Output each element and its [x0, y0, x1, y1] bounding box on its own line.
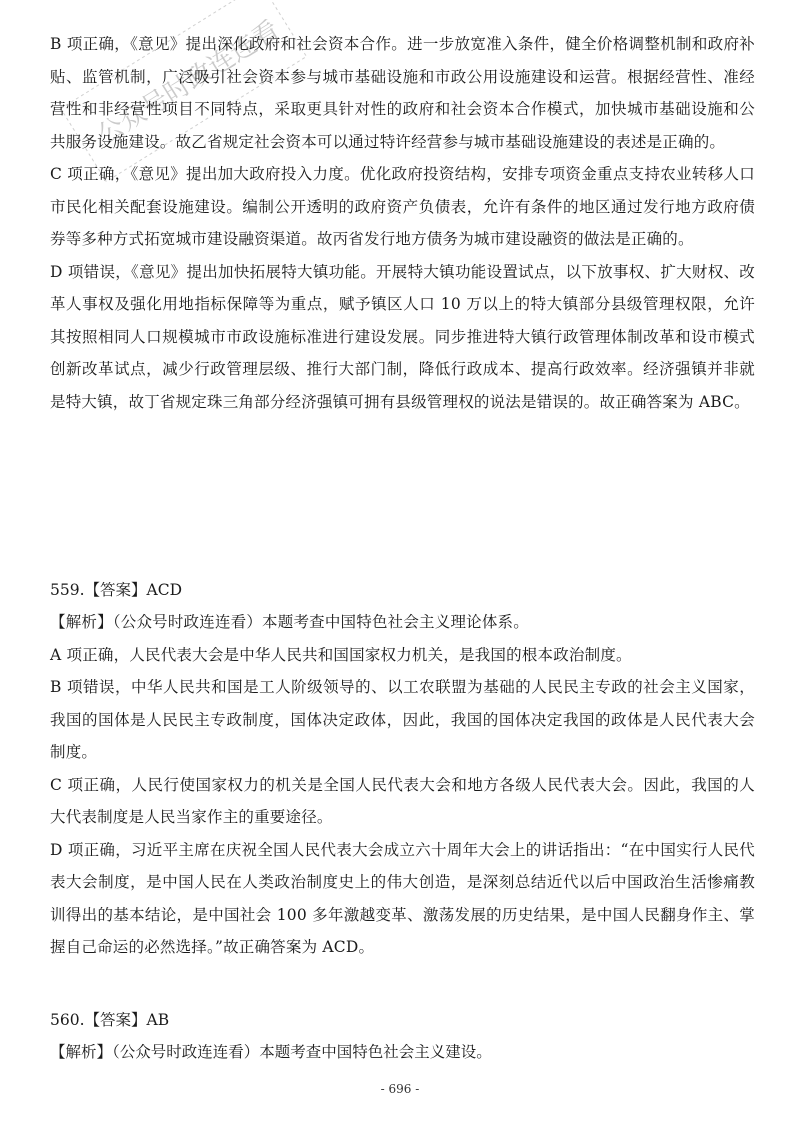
question-560-analysis: 【解析】（公众号时政连连看）本题考查中国特色社会主义建设。: [50, 1043, 492, 1061]
option-b-explanation: B 项正确，《意见》提出深化政府和社会资本合作。进一步放宽准入条件，健全价格调整机制和政府补贴、监管机制，广泛吸引社会资本参与城市基础设施和市政公用设施建设和运营。根据经营性、准经营性和非经营性项目不同特点，采取更具针对性的政府和社会资本合作模式，加快城市基础设施和公共服务设施建设。故乙省规定社会资本可以通过特许经营参与城市基础设施建设的表述是正确的。: [50, 35, 755, 151]
option-c-explanation: C 项正确，人民行使国家权力的机关是全国人民代表大会和地方各级人民代表大会。因此，我国的人大代表制度是人民当家作主的重要途径。: [50, 775, 755, 826]
option-d-explanation: D 项正确，习近平主席在庆祝全国人民代表大会成立六十周年大会上的讲话指出：“在中国实行人民代表大会制度，是中国人民在人类政治制度史上的伟大创造，是深刻总结近代以后中国政治生活惨痛教训得出的基本结论，是中国社会 100 多年激越变革、激荡发展的历史结果，是中国人民翻身作主、掌握自己命运的必然选择。”故正确答案为 ACD。: [50, 840, 755, 956]
option-c-explanation: C 项正确，《意见》提出加大政府投入力度。优化政府投资结构，安排专项资金重点支持农业转移人口市民化相关配套设施建设。编制公开透明的政府资产负债表，允许有条件的地区通过发行地方政府债券等多种方式拓宽城市建设融资渠道。故丙省发行地方债务为城市建设融资的做法是正确的。: [50, 165, 755, 248]
option-d-explanation: D 项错误，《意见》提出加快拓展特大镇功能。开展特大镇功能设置试点，以下放事权、扩大财权、改革人事权及强化用地指标保障等为重点，赋予镇区人口 10 万以上的特大镇部分县级管理权限，允许其按照相同人口规模城市市政设施标准进行建设发展。同步推进特大镇行政管理体制改革和设市模式创新改革试点，减少行政管理层级、推行大部门制，降低行政成本、提高行政效率。经济强镇并非就是特大镇，故丁省规定珠三角部分经济强镇可拥有县级管理权的说法是错误的。故正确答案为 ABC。: [50, 262, 755, 411]
option-a-explanation: A 项正确，人民代表大会是中华人民共和国国家权力机关，是我国的根本政治制度。: [50, 645, 632, 664]
watermark-text: 公众号时政连连看: [92, 15, 285, 151]
question-559-explanation: [50, 606, 755, 964]
question-559-answer: 559.【答案】ACD: [50, 581, 182, 599]
analysis-intro: 【解析】（公众号时政连连看）本题考查中国特色社会主义理论体系。: [50, 613, 529, 631]
option-b-explanation: B 项错误，中华人民共和国是工人阶级领导的、以工农联盟为基础的人民民主专政的社会主义国家，我国的国体是人民民主专政制度，国体决定政体，因此，我国的国体决定我国的政体是人民代表大会制度。: [50, 678, 755, 761]
answer-explanation-558-continued: [50, 28, 755, 418]
page-number: - 696 -: [380, 1082, 420, 1096]
question-560-answer: 560.【答案】AB: [50, 1011, 170, 1029]
